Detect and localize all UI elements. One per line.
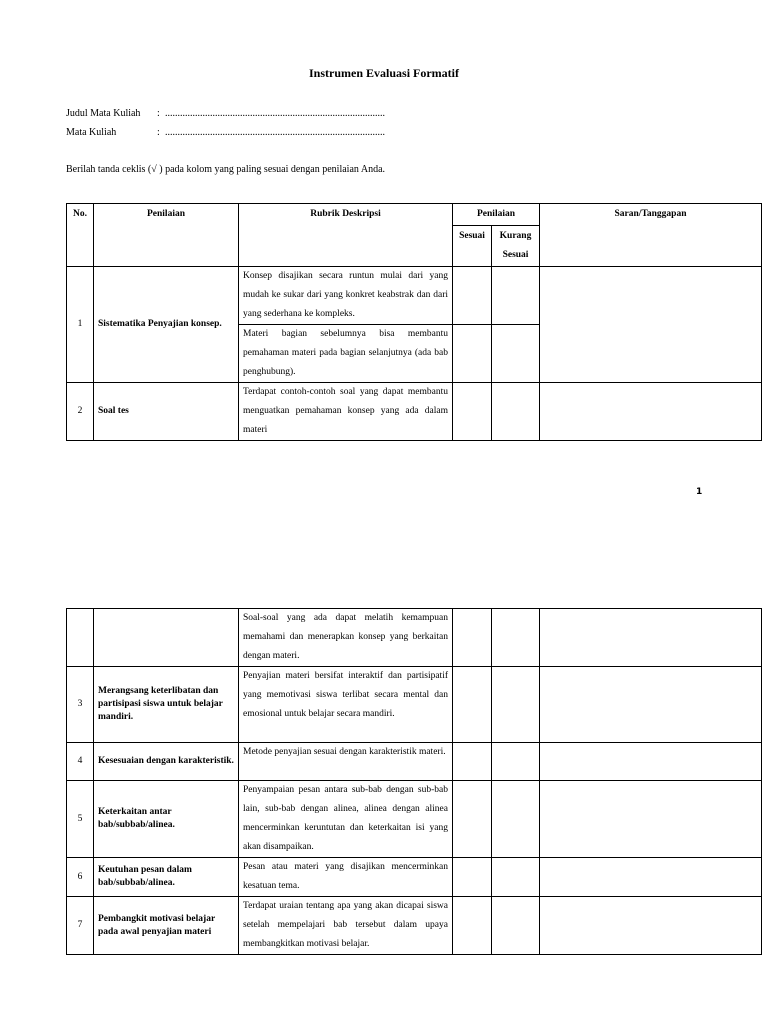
document-title: Instrumen Evaluasi Formatif <box>309 66 459 80</box>
table-row <box>67 781 762 858</box>
table-row <box>67 609 762 667</box>
table-row <box>67 267 762 325</box>
row-number: 7 <box>67 897 94 955</box>
row-number <box>67 609 94 667</box>
evaluation-table-part-1 <box>66 203 762 441</box>
meta-separator: : <box>157 108 160 119</box>
row-number: 3 <box>67 667 94 743</box>
page-number: 1 <box>696 487 703 497</box>
header-no: No. <box>67 204 94 267</box>
row-description: Pesan atau materi yang disajikan mencerminkan kesatuan tema. <box>239 858 453 897</box>
row-number: 6 <box>67 858 94 897</box>
meta-course-title <box>66 108 385 119</box>
row-description: Terdapat contoh-contoh soal yang dapat membantu menguatkan pemahaman konsep yang ada dalam materi <box>239 383 453 441</box>
sesuai-checkbox-cell[interactable] <box>453 383 492 441</box>
evaluation-table-part-2 <box>66 608 762 955</box>
row-criterion: Keutuhan pesan dalam bab/subbab/alinea. <box>94 858 239 897</box>
header-saran: Saran/Tanggapan <box>540 204 762 267</box>
table-row <box>67 667 762 743</box>
saran-input-cell[interactable] <box>540 609 762 667</box>
kurang-sesuai-checkbox-cell[interactable] <box>492 897 540 955</box>
row-criterion: Keterkaitan antar bab/subbab/alinea. <box>94 781 239 858</box>
sesuai-checkbox-cell[interactable] <box>453 667 492 743</box>
meta-label: Mata Kuliah <box>66 127 117 138</box>
header-rubrik: Rubrik Deskripsi <box>239 204 453 267</box>
saran-input-cell[interactable] <box>540 267 762 383</box>
kurang-sesuai-checkbox-cell[interactable] <box>492 858 540 897</box>
sesuai-checkbox-cell[interactable] <box>453 267 492 325</box>
row-description: Terdapat uraian tentang apa yang akan dicapai siswa setelah mempelajari bab tersebut dalam upaya membangkitkan motivasi belajar. <box>239 897 453 955</box>
sesuai-checkbox-cell[interactable] <box>453 858 492 897</box>
sesuai-checkbox-cell[interactable] <box>453 325 492 383</box>
saran-input-cell[interactable] <box>540 667 762 743</box>
sesuai-checkbox-cell[interactable] <box>453 781 492 858</box>
row-number: 1 <box>67 267 94 383</box>
header-kurang-sesuai: Kurang Sesuai <box>492 226 540 267</box>
sesuai-checkbox-cell[interactable] <box>453 897 492 955</box>
saran-input-cell[interactable] <box>540 781 762 858</box>
meta-label: Judul Mata Kuliah <box>66 108 141 119</box>
row-number: 5 <box>67 781 94 858</box>
meta-course <box>66 127 385 138</box>
row-number: 2 <box>67 383 94 441</box>
row-description: Materi bagian sebelumnya bisa membantu pemahaman materi pada bagian selanjutnya (ada bab penghubung). <box>239 325 453 383</box>
row-criterion: Kesesuaian dengan karakteristik. <box>94 743 239 781</box>
kurang-sesuai-checkbox-cell[interactable] <box>492 325 540 383</box>
kurang-sesuai-checkbox-cell[interactable] <box>492 743 540 781</box>
saran-input-cell[interactable] <box>540 743 762 781</box>
row-description: Penyajian materi bersifat interaktif dan partisipatif yang memotivasi siswa terlibat secara mental dan emosional untuk belajar secara mandiri. <box>239 667 453 743</box>
table-row <box>67 743 762 781</box>
row-criterion: Soal tes <box>94 383 239 441</box>
header-penilaian-group: Penilaian <box>453 204 540 226</box>
instruction-text: Berilah tanda ceklis (√ ) pada kolom yang paling sesuai dengan penilaian Anda. <box>66 164 386 175</box>
kurang-sesuai-checkbox-cell[interactable] <box>492 383 540 441</box>
row-description: Penyampaian pesan antara sub-bab dengan sub-bab lain, sub-bab dengan alinea, alinea dengan alinea mencerminkan keruntutan dan keterkaitan isi yang akan disampaikan. <box>239 781 453 858</box>
row-description: Metode penyajian sesuai dengan karakteristik materi. <box>239 743 453 781</box>
saran-input-cell[interactable] <box>540 383 762 441</box>
kurang-sesuai-checkbox-cell[interactable] <box>492 267 540 325</box>
row-number: 4 <box>67 743 94 781</box>
row-description: Soal-soal yang ada dapat melatih kemampuan memahami dan menerapkan konsep yang berkaitan dengan materi. <box>239 609 453 667</box>
meta-value: ........................................................................................ <box>165 127 385 138</box>
sesuai-checkbox-cell[interactable] <box>453 743 492 781</box>
row-criterion: Pembangkit motivasi belajar pada awal penyajian materi <box>94 897 239 955</box>
kurang-sesuai-checkbox-cell[interactable] <box>492 667 540 743</box>
table-row <box>67 858 762 897</box>
saran-input-cell[interactable] <box>540 858 762 897</box>
row-criterion: Merangsang keterlibatan dan partisipasi siswa untuk belajar mandiri. <box>94 667 239 743</box>
kurang-sesuai-checkbox-cell[interactable] <box>492 781 540 858</box>
row-criterion <box>94 609 239 667</box>
header-penilaian: Penilaian <box>94 204 239 267</box>
meta-value: ........................................................................................ <box>165 108 385 119</box>
table-row <box>67 383 762 441</box>
kurang-sesuai-checkbox-cell[interactable] <box>492 609 540 667</box>
sesuai-checkbox-cell[interactable] <box>453 609 492 667</box>
header-sesuai: Sesuai <box>453 226 492 267</box>
row-description: Konsep disajikan secara runtun mulai dari yang mudah ke sukar dari yang konkret keabstrak dan dari yang sederhana ke kompleks. <box>239 267 453 325</box>
saran-input-cell[interactable] <box>540 897 762 955</box>
row-criterion: Sistematika Penyajian konsep. <box>94 267 239 383</box>
meta-separator: : <box>157 127 160 138</box>
table-row <box>67 897 762 955</box>
